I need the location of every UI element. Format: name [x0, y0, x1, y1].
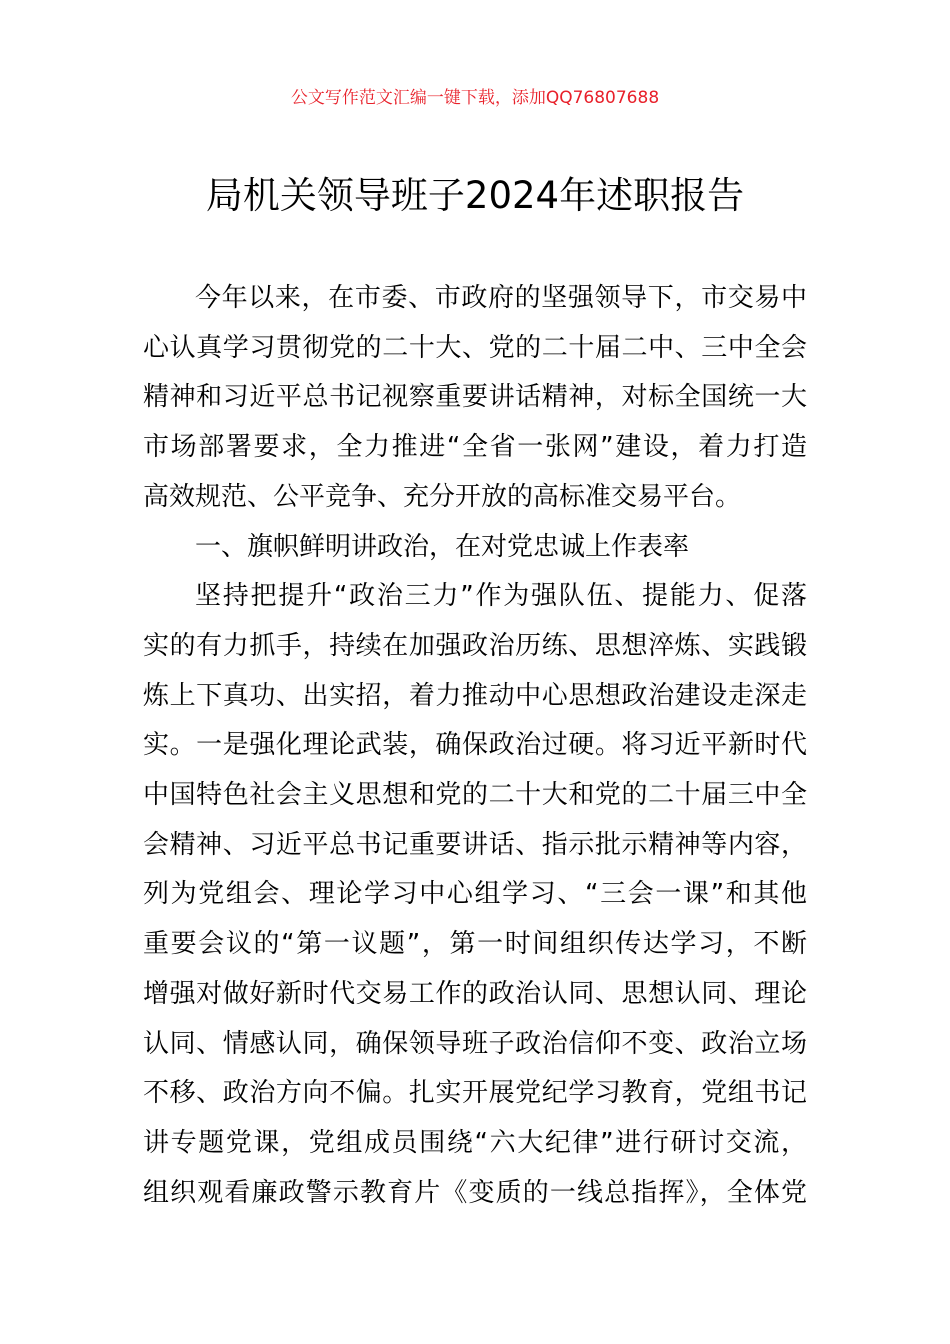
text-line: 会精神、习近平总书记重要讲话、指示批示精神等内容，: [143, 829, 807, 860]
text-line: 重要会议的“第一议题”，第一时间组织传达学习，不断: [143, 929, 807, 960]
text-line: 今年以来，在市委、市政府的坚强领导下，市交易中: [195, 283, 807, 313]
text-line: 炼上下真功、出实招，着力推动中心思想政治建设走深走: [143, 680, 807, 711]
download-watermark: 公文写作范文汇编一键下载，添加QQ76807688: [290, 88, 660, 108]
text-line: 增强对做好新时代交易工作的政治认同、思想认同、理论: [143, 978, 807, 1009]
text-line: 中国特色社会主义思想和党的二十大和党的二十届三中全: [143, 780, 807, 811]
document-title: 局机关领导班子2024年述职报告: [205, 174, 745, 217]
text-line: 讲专题党课，党组成员围绕“六大纪律”进行研讨交流，: [143, 1127, 807, 1158]
text-line: 精神和习近平总书记视察重要讲话精神，对标全国统一大: [143, 382, 807, 413]
text-line: 市场部署要求，全力推进“全省一张网”建设，着力打造: [143, 432, 807, 463]
text-line: 心认真学习贯彻党的二十大、党的二十届二中、三中全会: [143, 332, 807, 363]
text-line: 认同、情感认同，确保领导班子政治信仰不变、政治立场: [143, 1028, 807, 1059]
text-line: 坚持把提升“政治三力”作为强队伍、提能力、促落: [195, 581, 807, 612]
text-line: 实。一是强化理论武装，确保政治过硬。将习近平新时代: [143, 730, 807, 761]
text-line: 列为党组会、理论学习中心组学习、“三会一课”和其他: [143, 879, 807, 910]
section-heading: [143, 523, 807, 573]
text-line: 实的有力抓手，持续在加强政治历练、思想淬炼、实践锻: [143, 630, 807, 661]
text-line: 不移、政治方向不偏。扎实开展党纪学习教育，党组书记: [143, 1078, 807, 1109]
document-body: [143, 274, 807, 1218]
heading-line: 一、旗帜鲜明讲政治，在对党忠诚上作表率: [195, 531, 690, 562]
intro-paragraph: [143, 274, 807, 523]
section-paragraph: [143, 572, 807, 1218]
text-line: 组织观看廉政警示教育片《变质的一线总指挥》，全体党: [143, 1177, 807, 1208]
text-line: 高效规范、公平竞争、充分开放的高标准交易平台。: [143, 481, 742, 512]
